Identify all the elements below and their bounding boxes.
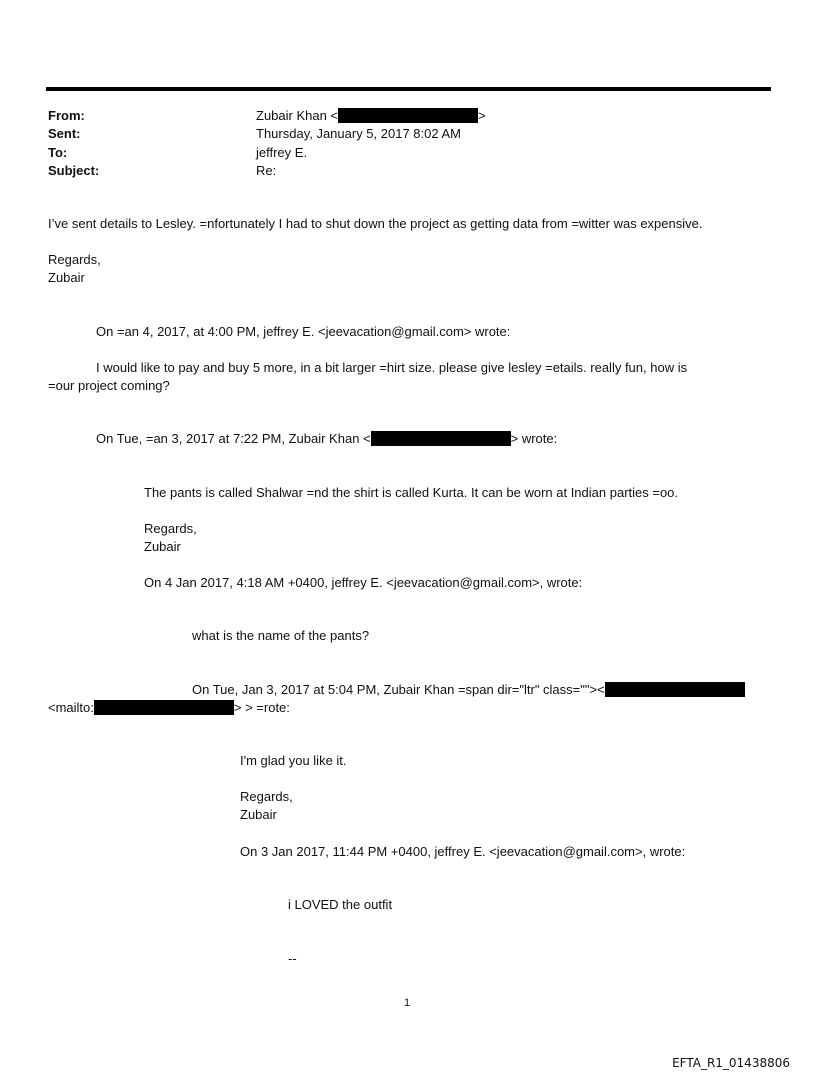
signature: Zubair: [240, 807, 277, 822]
quote-text: what is the name of the pants?: [192, 628, 370, 643]
quote-text: I'm glad you like it.: [240, 753, 347, 768]
redaction-box: [371, 431, 511, 446]
quote-text: I would like to pay and buy 5 more, in a bit larger =hirt size. please give lesley =etails. really fun, how is: [96, 360, 688, 375]
quote-header: [192, 681, 745, 699]
regards-text: Regards,: [144, 521, 197, 536]
quote-header-part: On Tue, =an 3, 2017 at 7:22 PM, Zubair Khan <: [96, 431, 371, 446]
quote-header-part: On Tue, Jan 3, 2017 at 5:04 PM, Zubair Khan =span dir="ltr" class=""><: [192, 682, 605, 697]
signature: Zubair: [144, 539, 181, 554]
quote-header-part: > > =rote:: [233, 700, 290, 715]
subject-label: Subject:: [48, 163, 100, 178]
quote-header: [96, 430, 557, 448]
quote-header-part: > wrote:: [510, 431, 558, 446]
from-label: From:: [48, 108, 85, 123]
regards-text: Regards,: [240, 789, 293, 804]
subject-value: Re:: [256, 163, 277, 178]
redaction-box: [605, 682, 745, 697]
quote-header: On 3 Jan 2017, 11:44 PM +0400, jeffrey E. <jeevacation@gmail.com>, wrote:: [240, 844, 686, 859]
from-name: Zubair Khan <: [256, 108, 339, 123]
quote-header-continued: [48, 699, 290, 717]
document-id: EFTA_R1_01438806: [672, 1056, 790, 1070]
from-close: >: [478, 108, 486, 123]
quote-text: i LOVED the outfit: [288, 897, 393, 912]
mailto-text: <mailto:: [48, 700, 94, 715]
redaction-box: [94, 700, 234, 715]
quote-header: On 4 Jan 2017, 4:18 AM +0400, jeffrey E. <jeevacation@gmail.com>, wrote:: [144, 575, 583, 590]
signature: Zubair: [48, 270, 85, 285]
page-number: 1: [404, 997, 411, 1009]
to-label: To:: [48, 145, 68, 160]
sent-value: Thursday, January 5, 2017 8:02 AM: [256, 126, 461, 141]
signature-separator: --: [288, 951, 297, 966]
quote-text-continued: =our project coming?: [48, 378, 170, 393]
regards-text: Regards,: [48, 252, 101, 267]
quote-header: On =an 4, 2017, at 4:00 PM, jeffrey E. <jeevacation@gmail.com> wrote:: [96, 324, 511, 339]
quote-text: The pants is called Shalwar =nd the shirt is called Kurta. It can be worn at Indian parties =oo.: [144, 485, 679, 500]
sent-label: Sent:: [48, 126, 81, 141]
header-rule: [46, 87, 771, 91]
redaction-box: [338, 108, 478, 123]
to-value: jeffrey E.: [256, 145, 308, 160]
body-paragraph: I’ve sent details to Lesley. =nfortunately I had to shut down the project as getting data from =witter was expensive.: [48, 216, 703, 231]
from-value: [256, 107, 486, 125]
